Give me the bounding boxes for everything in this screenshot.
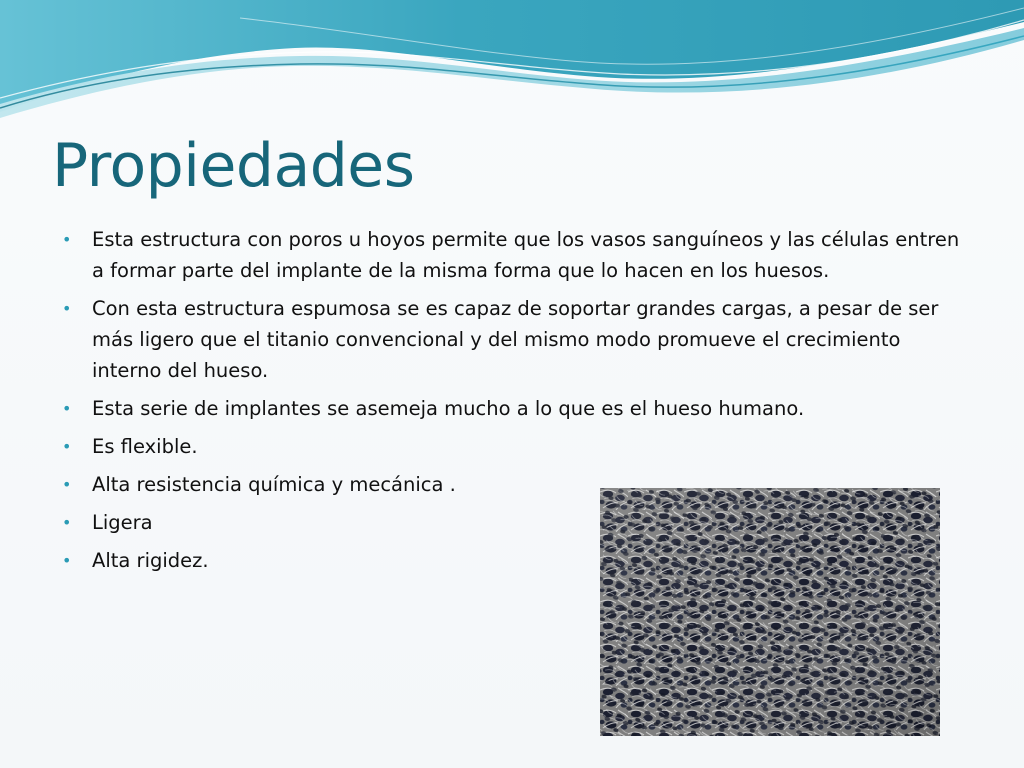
porous-metal-foam-image — [600, 488, 940, 736]
bullet-item — [62, 224, 962, 286]
bullet-item — [62, 393, 962, 424]
bullet-text: Ligera — [92, 511, 153, 534]
bullet-text: Es flexible. — [92, 435, 198, 458]
bullet-text: Alta resistencia química y mecánica . — [92, 473, 456, 496]
foam-image — [600, 488, 940, 736]
bullet-text: Esta serie de implantes se asemeja mucho a lo que es el hueso humano. — [92, 397, 805, 420]
bullet-icon: • — [62, 399, 72, 418]
bullet-icon: • — [62, 551, 72, 570]
bullet-text: Esta estructura con poros u hoyos permite que los vasos sanguíneos y las células entren a formar parte del implante de la misma forma que lo hacen en los huesos. — [92, 228, 960, 282]
bullet-icon: • — [62, 299, 72, 318]
bullet-icon: • — [62, 513, 72, 532]
bullet-item — [62, 293, 962, 386]
slide-title: Propiedades — [52, 131, 415, 201]
bullet-icon: • — [62, 475, 72, 494]
bullet-text: Con esta estructura espumosa se es capaz de soportar grandes cargas, a pesar de ser más ligero que el titanio convencional y del mismo modo promueve el crecimiento interno del hueso. — [92, 297, 939, 382]
bullet-text: Alta rigidez. — [92, 549, 209, 572]
bullet-icon: • — [62, 230, 72, 249]
bullet-icon: • — [62, 437, 72, 456]
bullet-item — [62, 431, 962, 462]
header-wave-decoration — [0, 0, 1024, 120]
